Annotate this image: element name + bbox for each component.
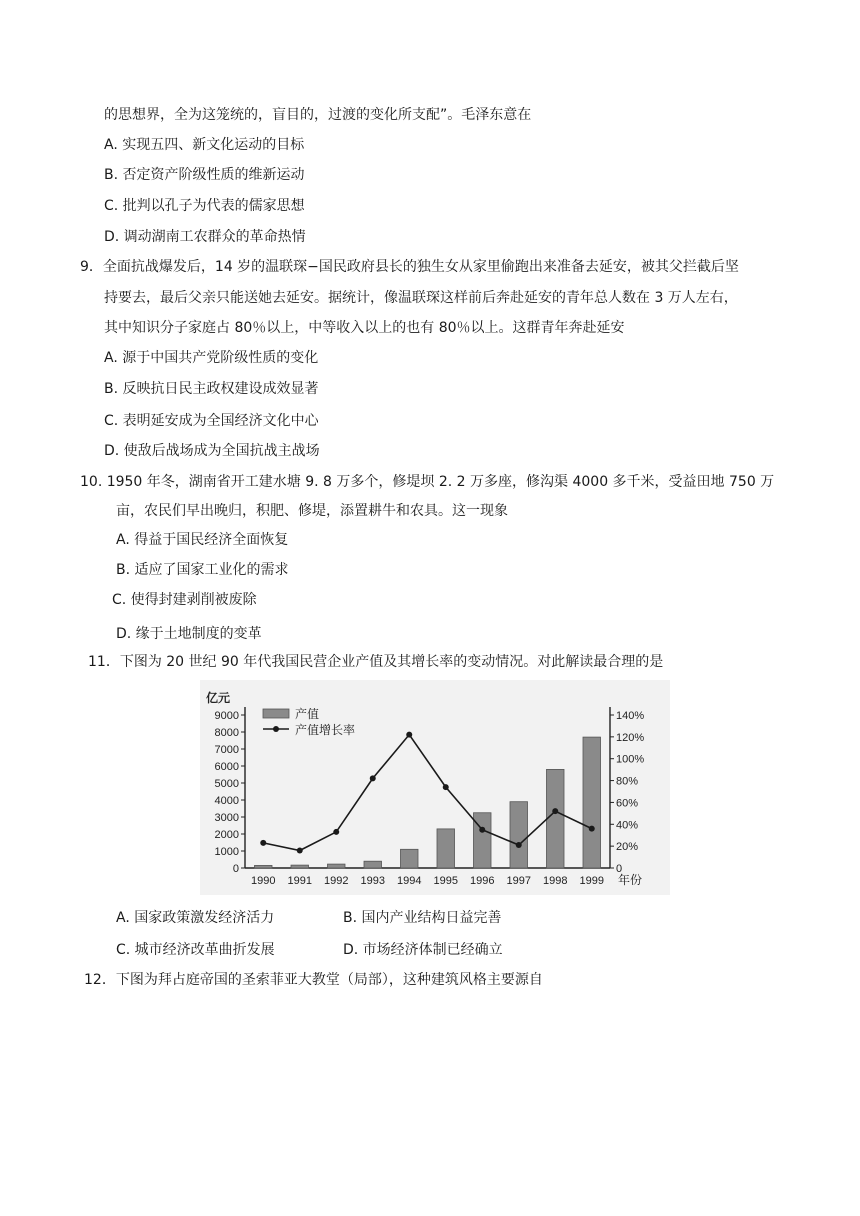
growth-rate-point <box>406 732 412 738</box>
legend-line-label: 产值增长率 <box>295 723 356 737</box>
x-tick-label: 1992 <box>324 875 349 887</box>
q9-option-c: C. 表明延安成为全国经济文化中心 <box>104 413 319 429</box>
q11-stem: 11．下图为 20 世纪 90 年代我国民营企业产值及其增长率的变动情况。对此解读最合理的是 <box>88 654 664 670</box>
left-tick-label: 3000 <box>214 812 239 824</box>
left-tick-label: 8000 <box>214 727 239 739</box>
bar <box>437 829 455 868</box>
q9-option-b: B. 反映抗日民主政权建设成效显著 <box>104 381 319 397</box>
x-axis-title: 年份 <box>618 873 643 887</box>
growth-rate-point <box>260 840 266 846</box>
right-tick-label: 100% <box>616 753 645 766</box>
bar <box>291 865 309 868</box>
q11-option-b: B. 国内产业结构日益完善 <box>343 910 502 926</box>
x-tick-label: 1990 <box>251 875 276 887</box>
q10-option-d: D. 缘于土地制度的变革 <box>116 626 262 642</box>
left-tick-label: 5000 <box>214 778 239 790</box>
left-tick-label: 7000 <box>214 744 239 756</box>
q11-chart <box>200 680 670 895</box>
q9-stem-line-1: 9．全面抗战爆发后，14 岁的温联琛−国民政府县长的独生女从家里偷跑出来准备去延安，被其父拦截后坚 <box>80 259 739 275</box>
left-tick-label: 0 <box>232 863 239 875</box>
left-axis-title: 亿元 <box>206 691 231 705</box>
bar <box>583 737 601 868</box>
left-tick-label: 9000 <box>214 710 239 722</box>
q8-stem-tail: 的思想界，全为这笼统的，盲目的，过渡的变化所支配”。毛泽东意在 <box>104 107 532 123</box>
growth-rate-point <box>552 808 558 814</box>
q9-stem-line-3: 其中知识分子家庭占 80％以上，中等收入以上的也有 80％以上。这群青年奔赴延安 <box>104 320 625 336</box>
q10-stem-line-2: 亩，农民们早出晚归，积肥、修堤，添置耕牛和农具。这一现象 <box>116 503 508 519</box>
right-tick-label: 60% <box>616 797 639 810</box>
bar <box>364 861 382 868</box>
q11-option-a: A. 国家政策激发经济活力 <box>116 910 275 926</box>
bar <box>546 769 564 868</box>
q9-stem-line-2: 持要去，最后父亲只能送她去延安。据统计，像温联琛这样前后奔赴延安的青年总人数在 3 万人左右， <box>104 290 738 306</box>
x-tick-label: 1999 <box>579 875 604 887</box>
right-tick-label: 120% <box>616 731 645 744</box>
q10-option-b: B. 适应了国家工业化的需求 <box>116 562 289 578</box>
q9-option-d: D. 使敌后战场成为全国抗战主战场 <box>104 443 320 459</box>
right-tick-label: 0 <box>616 863 623 875</box>
q10-option-c: C. 使得封建剥削被废除 <box>112 592 257 608</box>
left-tick-label: 2000 <box>214 829 239 841</box>
q8-option-c: C. 批判以孔子为代表的儒家思想 <box>104 198 305 214</box>
right-tick-label: 20% <box>616 841 639 854</box>
x-tick-label: 1996 <box>470 875 495 887</box>
q8-option-d: D. 调动湖南工农群众的革命热情 <box>104 229 306 245</box>
growth-rate-point <box>443 784 449 790</box>
growth-rate-point <box>370 775 376 781</box>
legend-bar-swatch <box>263 709 289 718</box>
q8-option-b: B. 否定资产阶级性质的维新运动 <box>104 167 305 183</box>
x-tick-label: 1998 <box>543 875 568 887</box>
x-tick-label: 1997 <box>506 875 531 887</box>
left-tick-label: 1000 <box>214 846 239 858</box>
q12-stem: 12．下图为拜占庭帝国的圣索菲亚大教堂（局部），这种建筑风格主要源自 <box>84 972 543 988</box>
legend-line-marker <box>273 726 279 732</box>
left-tick-label: 4000 <box>214 795 239 807</box>
growth-rate-point <box>333 829 339 835</box>
q10-option-a: A. 得益于国民经济全面恢复 <box>116 532 289 548</box>
x-tick-label: 1993 <box>360 875 385 887</box>
q11-option-d: D. 市场经济体制已经确立 <box>343 942 503 958</box>
bar <box>510 802 528 868</box>
q10-stem-line-1: 10. 1950 年冬，湖南省开工建水塘 9. 8 万多个，修堤坝 2. 2 万多座，修沟渠 4000 多千米，受益田地 750 万 <box>80 474 775 490</box>
growth-rate-point <box>297 848 303 854</box>
left-tick-label: 6000 <box>214 761 239 773</box>
growth-rate-point <box>589 826 595 832</box>
q11-option-c: C. 城市经济改革曲折发展 <box>116 942 275 958</box>
growth-rate-point <box>479 827 485 833</box>
x-tick-label: 1991 <box>287 875 312 887</box>
bar <box>473 813 491 868</box>
bar <box>327 864 345 868</box>
growth-rate-point <box>516 842 522 848</box>
right-tick-label: 80% <box>616 775 639 788</box>
bar <box>400 849 418 868</box>
right-tick-label: 140% <box>616 710 645 722</box>
q8-option-a: A. 实现五四、新文化运动的目标 <box>104 137 305 153</box>
x-tick-label: 1994 <box>397 875 422 887</box>
right-tick-label: 40% <box>616 819 639 832</box>
bar <box>254 865 272 868</box>
x-tick-label: 1995 <box>433 875 458 887</box>
q9-option-a: A. 源于中国共产党阶级性质的变化 <box>104 350 319 366</box>
q11-chart-svg <box>200 680 670 895</box>
legend-bar-label: 产值 <box>295 707 320 721</box>
